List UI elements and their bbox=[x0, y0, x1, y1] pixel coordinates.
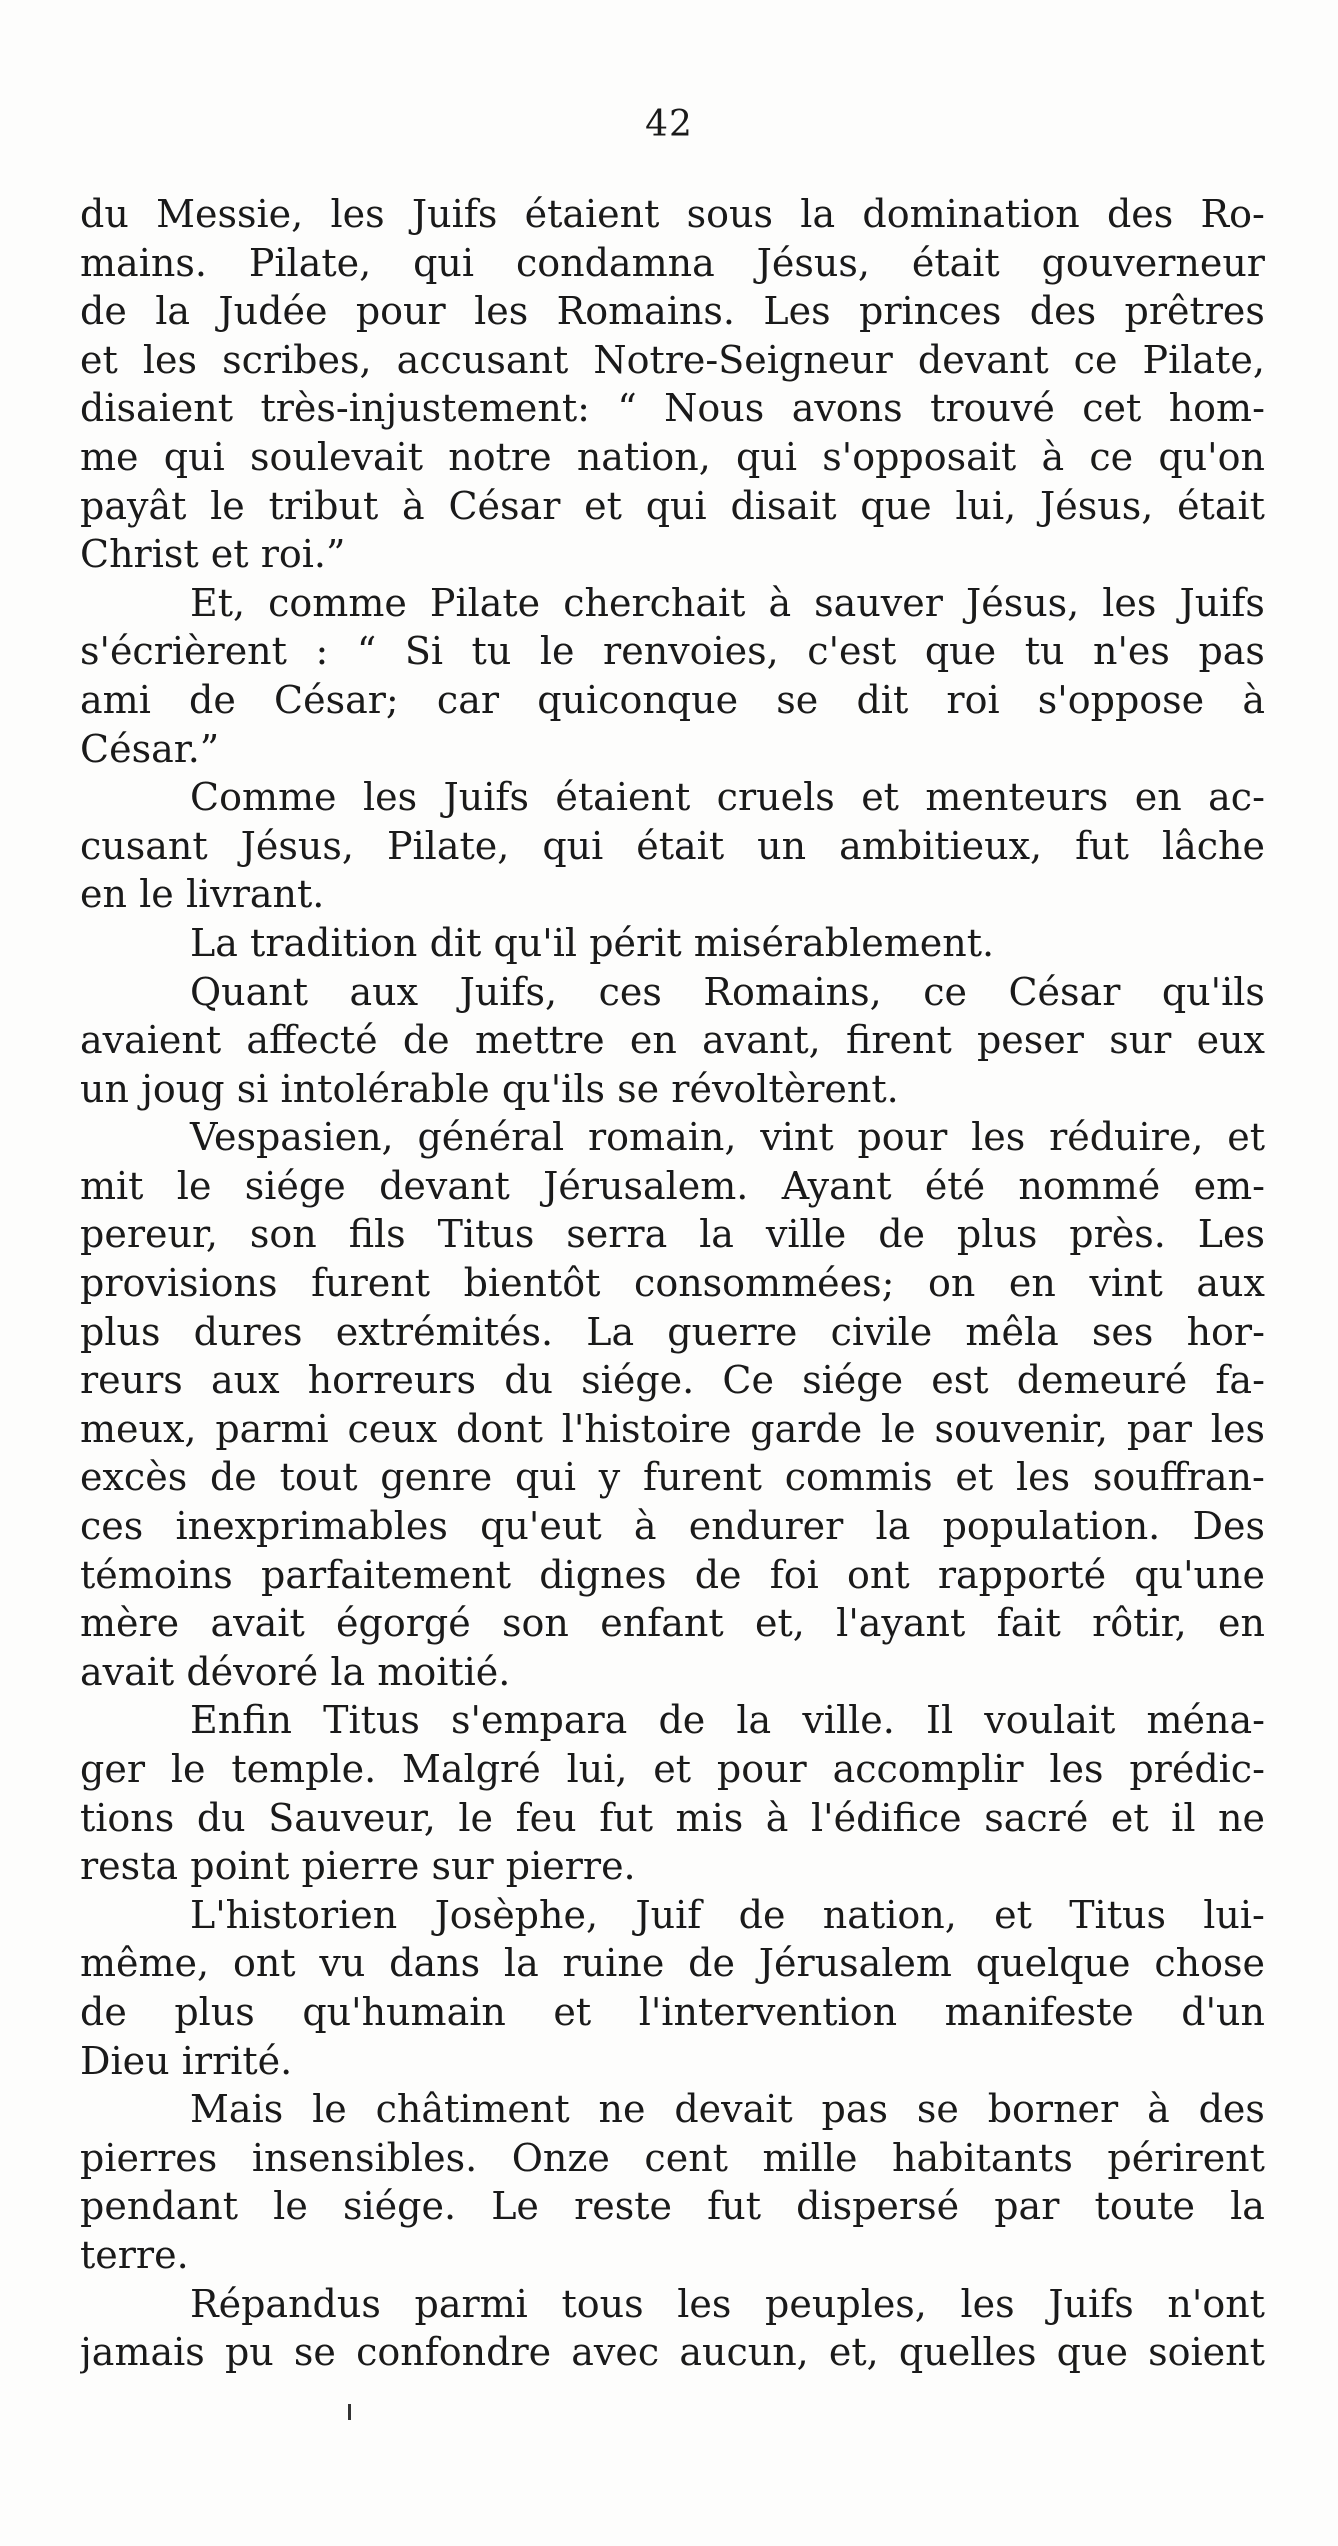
text-line: La tradition dit qu'il périt misérablement. bbox=[190, 920, 995, 965]
text-line: Mais le châtiment ne devait pas se borner à des bbox=[190, 2087, 1265, 2132]
text-line: meux, parmi ceux dont l'histoire garde le souvenir, par les bbox=[80, 1406, 1265, 1451]
text-line: Quant aux Juifs, ces Romains, ce César qu'ils bbox=[190, 969, 1265, 1014]
text-line: excès de tout genre qui y furent commis et les souffran- bbox=[80, 1455, 1265, 1500]
text-line: ami de César; car quiconque se dit roi s'oppose à bbox=[80, 677, 1265, 722]
text-line: disaient très-injustement: “ Nous avons trouvé cet hom- bbox=[80, 386, 1265, 431]
text-line: ces inexprimables qu'eut à endurer la population. Des bbox=[80, 1504, 1265, 1549]
text-line: mains. Pilate, qui condamna Jésus, était gouverneur bbox=[80, 240, 1265, 285]
text-line: Vespasien, général romain, vint pour les réduire, et bbox=[190, 1115, 1265, 1160]
text-line: Et, comme Pilate cherchait à sauver Jésus, les Juifs bbox=[190, 580, 1265, 625]
text-line: avait dévoré la moitié. bbox=[80, 1649, 511, 1694]
text-line: un joug si intolérable qu'ils se révoltèrent. bbox=[80, 1066, 899, 1111]
text-line: pierres insensibles. Onze cent mille habitants périrent bbox=[80, 2135, 1265, 2180]
text-line: ger le temple. Malgré lui, et pour accomplir les prédic- bbox=[80, 1747, 1265, 1791]
text-line: César.” bbox=[80, 726, 220, 771]
text-line: Comme les Juifs étaient cruels et menteurs en ac- bbox=[190, 775, 1265, 820]
text-line: L'historien Josèphe, Juif de nation, et Titus lui- bbox=[190, 1892, 1265, 1937]
text-line: pereur, son fils Titus serra la ville de plus près. Les bbox=[80, 1212, 1265, 1257]
text-line: Christ et roi.” bbox=[80, 532, 346, 577]
text-line: même, ont vu dans la ruine de Jérusalem quelque chose bbox=[80, 1941, 1265, 1986]
text-line: mère avait égorgé son enfant et, l'ayant fait rôtir, en bbox=[80, 1601, 1265, 1646]
text-line: me qui soulevait notre nation, qui s'opposait à ce qu'on bbox=[80, 434, 1265, 479]
text-line: Dieu irrité. bbox=[80, 2038, 293, 2083]
text-line: de la Judée pour les Romains. Les princes des prêtres bbox=[80, 289, 1265, 334]
text-line: terre. bbox=[80, 2232, 189, 2277]
text-line: payât le tribut à César et qui disait que lui, Jésus, était bbox=[80, 483, 1265, 528]
text-line: témoins parfaitement dignes de foi ont rapporté qu'une bbox=[80, 1552, 1265, 1597]
text-line: et les scribes, accusant Notre-Seigneur devant ce Pilate, bbox=[80, 337, 1265, 382]
text-line: tions du Sauveur, le feu fut mis à l'édifice sacré et il ne bbox=[80, 1795, 1265, 1840]
text-line: de plus qu'humain et l'intervention manifeste d'un bbox=[80, 1989, 1265, 2034]
print-mark bbox=[348, 2404, 351, 2420]
text-line: Répandus parmi tous les peuples, les Juifs n'ont bbox=[190, 2281, 1265, 2326]
text-line: plus dures extrémités. La guerre civile mêla ses hor- bbox=[80, 1309, 1265, 1354]
text-line: mit le siége devant Jérusalem. Ayant été nommé em- bbox=[80, 1163, 1265, 1208]
text-line: pendant le siége. Le reste fut dispersé par toute la bbox=[80, 2184, 1265, 2229]
text-line: provisions furent bientôt consommées; on en vint aux bbox=[80, 1261, 1265, 1306]
text-line: en le livrant. bbox=[80, 872, 325, 917]
text-line: Enfin Titus s'empara de la ville. Il voulait ména- bbox=[190, 1698, 1265, 1743]
text-line: resta point pierre sur pierre. bbox=[80, 1844, 636, 1889]
text-line: jamais pu se confondre avec aucun, et, quelles que soient bbox=[80, 2330, 1265, 2375]
body-text bbox=[80, 190, 1265, 2377]
page-number: 42 bbox=[645, 104, 693, 145]
text-line: cusant Jésus, Pilate, qui était un ambitieux, fut lâche bbox=[80, 823, 1265, 868]
text-line: du Messie, les Juifs étaient sous la domination des Ro- bbox=[80, 192, 1265, 236]
text-line: avaient affecté de mettre en avant, firent peser sur eux bbox=[80, 1018, 1265, 1063]
text-line: s'écrièrent : “ Si tu le renvoies, c'est que tu n'es pas bbox=[80, 629, 1265, 674]
text-line: reurs aux horreurs du siége. Ce siége est demeuré fa- bbox=[80, 1358, 1265, 1403]
